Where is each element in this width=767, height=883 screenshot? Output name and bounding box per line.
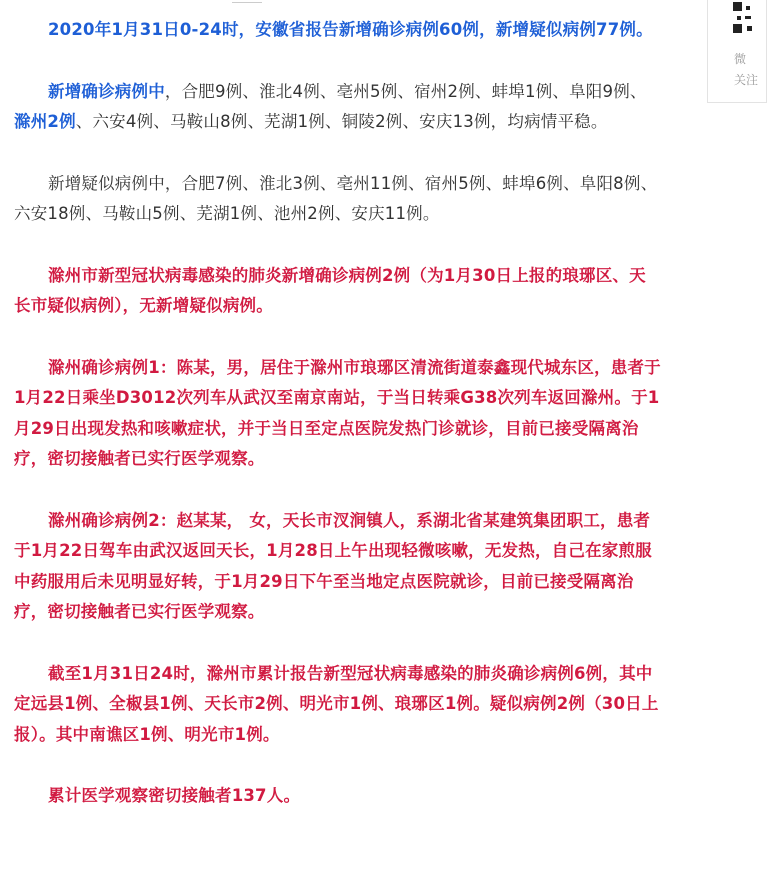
follow-card[interactable] <box>707 0 767 103</box>
follow-card-line1: 微 <box>734 52 747 66</box>
cumulative-text: 截至1月31日24时，滁州市累计报告新型冠状病毒感染的肺炎确诊病例6例，其中定远县1例、全椒县1例、天长市2例、明光市1例、琅琊区1例。疑似病例2例（30日上报）。其中南谯区1例、明光市1例。 <box>14 663 659 744</box>
headline-text: 2020年1月31日0-24时，安徽省报告新增确诊病例60例，新增疑似病例77例。 <box>48 20 653 39</box>
confirmed-list-part2: 、六安4例、马鞍山8例、芜湖1例、铜陵2例、安庆13例，均病情平稳。 <box>75 112 608 131</box>
contacts-text: 累计医学观察密切接触者137人。 <box>48 786 301 805</box>
top-fragment <box>232 0 262 3</box>
qr-code-icon <box>733 2 757 35</box>
chuzhou-highlight: 滁州2例 <box>14 112 76 131</box>
case1-text: 滁州确诊病例1：陈某，男，居住于滁州市琅琊区清流街道泰鑫现代城东区，患者于1月22日乘坐D3012次列车从武汉至南京南站，于当日转乘G38次列车返回滁州。于1月29日出现发热和咳嗽症状，并于当日至定点医院发热门诊就诊，目前已接受隔离治疗，密切接触者已实行医学观察。 <box>14 357 661 468</box>
suspected-text: 新增疑似病例中，合肥7例、淮北3例、亳州11例、宿州5例、蚌埠6例、阜阳8例、六安18例、马鞍山5例、芜湖1例、池州2例、安庆11例。 <box>14 173 658 223</box>
case2-text: 滁州确诊病例2：赵某某， 女，天长市汊涧镇人，系湖北省某建筑集团职工，患者于1月22日驾车由武汉返回天长，1月28日上午出现轻微咳嗽，无发热，自己在家煎服中药服用后未见明显好转，于1月29日下午至当地定点医院就诊，目前已接受隔离治疗，密切接触者已实行医学观察。 <box>14 510 652 621</box>
case2-paragraph <box>14 506 662 628</box>
chuzhou-summary-text: 滁州市新型冠状病毒感染的肺炎新增确诊病例2例（为1月30日上报的琅琊区、天长市疑似病例），无新增疑似病例。 <box>14 265 646 315</box>
suspected-cases-paragraph <box>14 169 662 230</box>
chuzhou-summary-paragraph <box>14 261 662 322</box>
follow-card-line2[interactable]: 关注 <box>734 73 759 87</box>
cumulative-paragraph <box>14 659 662 751</box>
confirmed-cases-paragraph <box>14 77 662 138</box>
headline-paragraph <box>14 15 662 46</box>
confirmed-list-part1: ，合肥9例、淮北4例、亳州5例、宿州2例、蚌埠1例、阜阳9例、 <box>164 81 647 101</box>
confirmed-lead: 新增确诊病例中 <box>48 81 165 101</box>
article-body <box>14 15 662 843</box>
case1-paragraph <box>14 353 662 475</box>
contacts-paragraph <box>14 781 662 812</box>
